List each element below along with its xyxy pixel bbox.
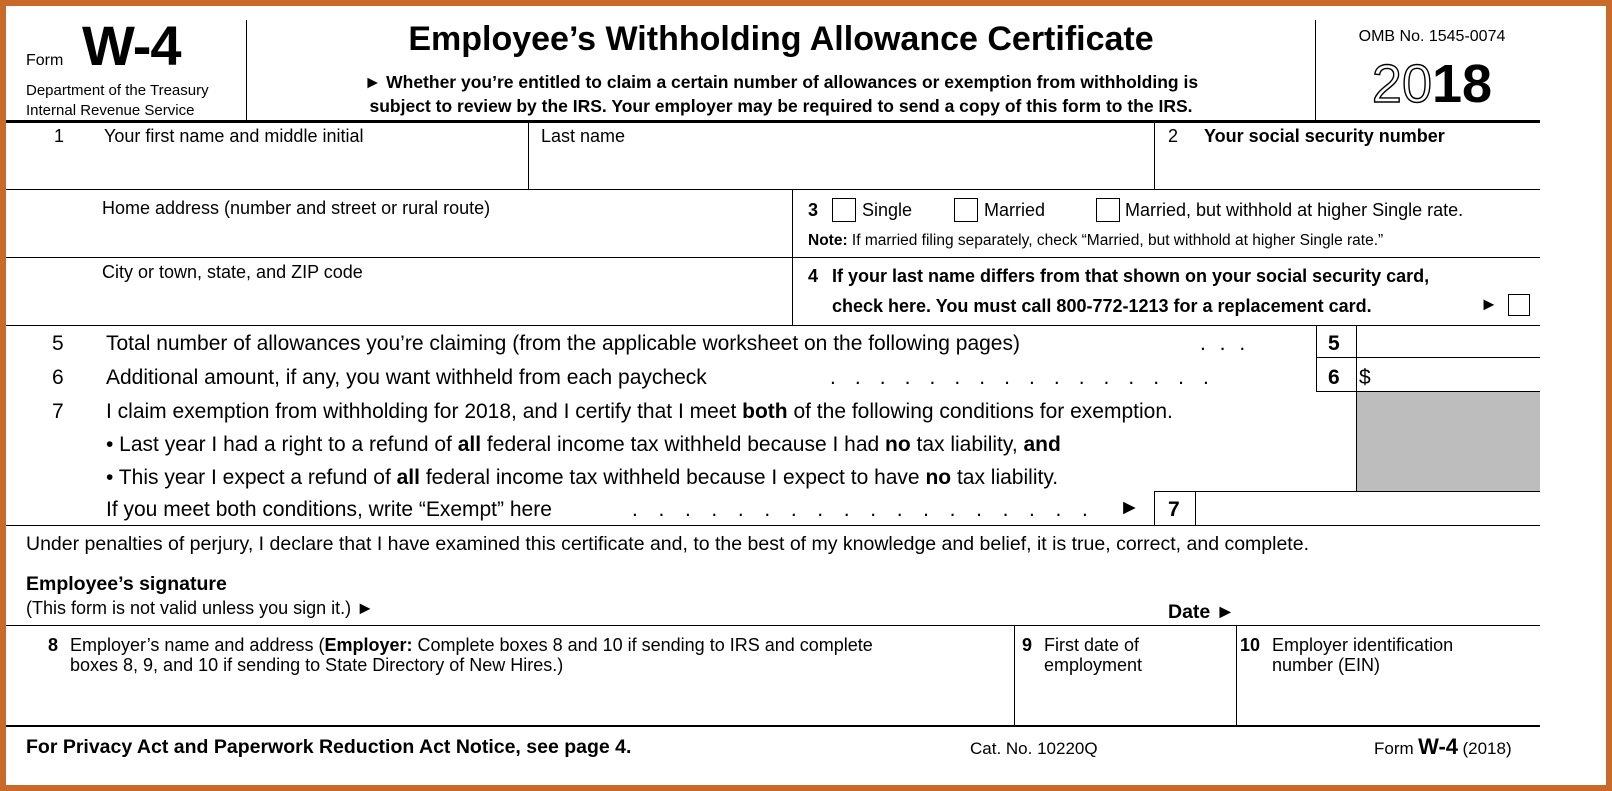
line10-text2: number (EIN) bbox=[1272, 655, 1381, 675]
first-name-field[interactable] bbox=[104, 146, 524, 186]
year-bold: 18 bbox=[1432, 54, 1493, 114]
line4-text1: If your last name differs from that shown on your social security card, bbox=[832, 266, 1430, 286]
line5-dots: . . . bbox=[1200, 332, 1250, 355]
l8-a: Employer’s name and address ( bbox=[70, 635, 325, 655]
line7-bullet2 bbox=[106, 466, 1058, 490]
single-checkbox[interactable] bbox=[832, 198, 856, 222]
footer-year: (2018) bbox=[1462, 739, 1512, 758]
line7-arrow: ► bbox=[1119, 496, 1140, 519]
line9-text1: First date of bbox=[1044, 635, 1140, 655]
l8-c: Complete boxes 8 and 10 if sending to IRS and complete bbox=[412, 635, 873, 655]
line8-text1 bbox=[70, 635, 873, 656]
employer-name-field[interactable] bbox=[70, 678, 1000, 722]
l8-b: Employer: bbox=[324, 635, 413, 655]
footer-form-word: Form bbox=[1374, 739, 1414, 758]
b1-e: tax liability, bbox=[910, 433, 1024, 456]
line9-number: 9 bbox=[1022, 635, 1033, 655]
home-address-field[interactable] bbox=[102, 220, 782, 254]
year-outline: 20 bbox=[1371, 54, 1432, 114]
allowances-field[interactable] bbox=[1358, 326, 1538, 357]
cat-number: Cat. No. 10220Q bbox=[970, 739, 1098, 758]
form-number: W-4 bbox=[82, 14, 181, 77]
b2-c: federal income tax withheld because I expect to have bbox=[419, 466, 926, 489]
ein-field[interactable] bbox=[1244, 678, 1538, 722]
dept-line1: Department of the Treasury bbox=[26, 82, 209, 99]
b2-e: tax liability. bbox=[951, 466, 1059, 489]
b2-a: • This year I expect a refund of bbox=[106, 466, 397, 489]
notice-line2: subject to review by the IRS. Your employer may be required to send a copy of this form to the IRS. bbox=[369, 96, 1193, 116]
exempt-field[interactable] bbox=[1197, 492, 1538, 524]
line6-dots: . . . . . . . . . . . . . . . . bbox=[830, 366, 1216, 389]
line3-note bbox=[808, 232, 1383, 250]
footer-form bbox=[1374, 734, 1512, 760]
married-higher-rate-label: Married, but withhold at higher Single rate. bbox=[1125, 200, 1464, 220]
b2-d: no bbox=[925, 466, 952, 489]
single-label: Single bbox=[862, 200, 913, 220]
signature-note: (This form is not valid unless you sign it.) ► bbox=[26, 598, 374, 618]
line9-text2: employment bbox=[1044, 655, 1143, 675]
line7-bullet1 bbox=[106, 433, 1061, 457]
line2-number: 2 bbox=[1168, 126, 1179, 146]
married-label: Married bbox=[984, 200, 1046, 220]
omb-number: OMB No. 1545-0074 bbox=[1358, 28, 1506, 45]
line7-box-label: 7 bbox=[1168, 498, 1180, 521]
penalty-statement: Under penalties of perjury, I declare that I have examined this certificate and, to the best of my knowledge and belief, it is true, correct, and complete. bbox=[26, 533, 1309, 555]
dept-line2: Internal Revenue Service bbox=[26, 102, 195, 119]
married-higher-rate-checkbox[interactable] bbox=[1096, 198, 1120, 222]
privacy-notice: For Privacy Act and Paperwork Reduction Act Notice, see page 4. bbox=[26, 736, 632, 758]
line7-intro-b: both bbox=[742, 400, 788, 423]
married-checkbox[interactable] bbox=[954, 198, 978, 222]
note-bold: Note: bbox=[808, 232, 848, 249]
line1-number: 1 bbox=[54, 126, 65, 146]
additional-amount-field[interactable] bbox=[1374, 358, 1538, 390]
ssn-label: Your social security number bbox=[1204, 126, 1445, 146]
line8-number: 8 bbox=[48, 635, 59, 655]
city-label: City or town, state, and ZIP code bbox=[102, 262, 363, 282]
first-date-field[interactable] bbox=[1022, 678, 1232, 722]
line5-box-label: 5 bbox=[1328, 332, 1340, 355]
line6-number: 6 bbox=[52, 366, 64, 389]
line5-number: 5 bbox=[52, 332, 64, 355]
home-address-label: Home address (number and street or rural route) bbox=[102, 198, 491, 218]
w4-form bbox=[6, 6, 1606, 785]
b1-b: all bbox=[457, 433, 482, 456]
line4-text2: check here. You must call 800-772-1213 for a replacement card. bbox=[832, 296, 1372, 316]
signature-field[interactable] bbox=[456, 586, 1156, 622]
line4-number: 4 bbox=[808, 266, 819, 286]
dollar-sign: $ bbox=[1359, 366, 1371, 389]
date-label: Date ► bbox=[1168, 601, 1235, 623]
line6-box-label: 6 bbox=[1328, 366, 1340, 389]
b1-f: and bbox=[1023, 433, 1061, 456]
b1-d: no bbox=[885, 433, 911, 456]
note-text: If married filing separately, check “Married, but withhold at higher Single rate.” bbox=[847, 232, 1384, 249]
form-title: Employee’s Withholding Allowance Certificate bbox=[408, 20, 1154, 58]
date-field[interactable] bbox=[1246, 594, 1538, 622]
line7-intro-a: I claim exemption from withholding for 2018, and I certify that I meet bbox=[106, 400, 743, 423]
line10-number: 10 bbox=[1240, 635, 1261, 655]
b2-b: all bbox=[396, 466, 420, 489]
form-label: Form bbox=[26, 52, 64, 69]
b1-c: federal income tax withheld because I had bbox=[481, 433, 886, 456]
city-field[interactable] bbox=[102, 284, 782, 322]
line3-number: 3 bbox=[808, 200, 819, 220]
shaded-area bbox=[1357, 392, 1540, 491]
last-name-field[interactable] bbox=[541, 146, 1146, 186]
notice-line1: ► Whether you’re entitled to claim a certain number of allowances or exemption from withholding is bbox=[363, 72, 1199, 92]
b1-a: • Last year I had a right to a refund of bbox=[106, 433, 458, 456]
last-name-label: Last name bbox=[541, 126, 626, 146]
ssn-field[interactable] bbox=[1168, 146, 1538, 186]
tax-year bbox=[1318, 52, 1546, 116]
line7-intro bbox=[106, 400, 1173, 424]
footer-form-number: W-4 bbox=[1418, 734, 1459, 759]
line5-text: Total number of allowances you’re claiming (from the applicable worksheet on the following pages) bbox=[106, 332, 1020, 355]
line7-intro-c: of the following conditions for exemption. bbox=[787, 400, 1173, 423]
line7-dots: . . . . . . . . . . . . . . . . . . bbox=[632, 498, 1096, 521]
line10-text1: Employer identification bbox=[1272, 635, 1454, 655]
line4-arrow: ► bbox=[1480, 294, 1498, 314]
name-differs-checkbox[interactable] bbox=[1508, 294, 1530, 316]
signature-title: Employee’s signature bbox=[26, 573, 227, 595]
line7-number: 7 bbox=[52, 400, 64, 423]
first-name-label: Your first name and middle initial bbox=[104, 126, 364, 146]
exempt-text: If you meet both conditions, write “Exempt” here bbox=[106, 498, 552, 521]
line8-text2: boxes 8, 9, and 10 if sending to State Directory of New Hires.) bbox=[70, 655, 564, 675]
line6-text: Additional amount, if any, you want withheld from each paycheck bbox=[106, 366, 707, 389]
